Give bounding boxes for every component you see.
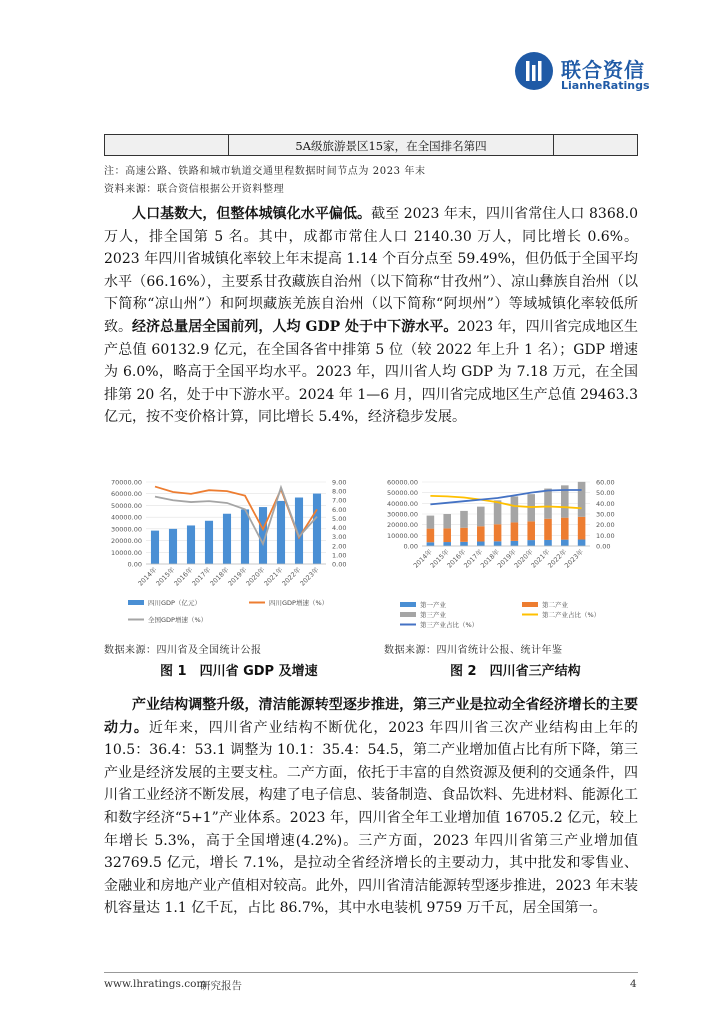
paragraph-economy-text: 2023 年，四川省完成地区生产总值 60132.9 亿元，在全国各省中排第 5 位（较 2022 年上升 1 名）；GDP 增速为 6.0%，略高于全国平均水平。2023 年，四川省人均 GDP 为 7.18 万元，在全国排第 20 名，处于中下游水平。2024 年 1—6 月，四川省完成地区生产总值 29463.3 亿元，按不变价格计算，同比增长 5.4%，经济稳步发展。 — [104, 319, 638, 426]
logo-en-text: LianheRatings — [561, 79, 650, 92]
bar-tertiary — [427, 516, 435, 529]
table-note: 注：高速公路、铁路和城市轨道交通里程数据时间节点为 2023 年末 — [104, 166, 426, 177]
line-sichuan-growth — [155, 487, 317, 538]
x-tick-label: 2022年 — [280, 565, 303, 588]
legend-swatch-primary — [400, 602, 416, 607]
y2-tick-label: 0.00 — [596, 542, 611, 551]
y2-tick-label: 5.00 — [332, 514, 347, 523]
legend-label-primary: 第一产业 — [420, 601, 446, 609]
bar-primary — [427, 542, 435, 546]
legend-swatch-secondary — [522, 602, 538, 607]
footer-divider — [104, 972, 638, 973]
table-fragment — [104, 134, 638, 156]
y2-tick-label: 2.00 — [332, 542, 347, 551]
table-cell-right — [553, 135, 637, 155]
bar-primary — [578, 540, 586, 546]
page-number: 4 — [630, 978, 637, 990]
y2-tick-label: 7.00 — [332, 496, 347, 505]
industry-structure-chart — [374, 472, 638, 632]
bar-primary — [460, 542, 468, 546]
legend-label-secondary: 第二产业 — [542, 601, 568, 609]
y-tick-label: 10000.00 — [386, 531, 418, 540]
legend-swatch-tertiary — [400, 612, 416, 617]
paragraph-population-text: 截至 2023 年末，四川省常住人口 8368.0 万人，排全国第 5 名。其中，成都市常住人口 2140.30 万人，同比增长 0.6%。2023 年四川省城镇化率较上年末提高 1.14 个百分点至 59.49%，但仍低于全国平均水平（66.16%），主要系甘孜藏族自治州（以下简称“甘孜州”）、凉山彝族自治州（以下简称“凉山州”）和阿坝藏族羌族自治州（以下简称“阿坝州”）等域城镇化率较低所致。 — [104, 206, 638, 335]
x-tick-label: 2021年 — [529, 547, 552, 570]
y-tick-label: 20000.00 — [110, 537, 142, 546]
x-tick-label: 2017年 — [462, 547, 485, 570]
bar-sichuan-gdp — [169, 529, 177, 564]
bar-secondary — [544, 519, 552, 540]
x-tick-label: 2019年 — [226, 565, 249, 588]
x-tick-label: 2021年 — [262, 565, 285, 588]
legend-label-tertiary-share: 第三产业占比（%） — [420, 621, 479, 629]
paragraph-economy-heading: 经济总量居全国前列，人均 GDP 处于中下游水平。 — [132, 319, 458, 335]
y-tick-label: 60000.00 — [110, 490, 142, 499]
gdp-growth-chart — [104, 472, 366, 632]
y2-tick-label: 10.00 — [596, 531, 615, 540]
figure2-caption: 图 2 四川省三产结构 — [450, 664, 581, 679]
bar-primary — [544, 540, 552, 546]
y2-tick-label: 40.00 — [596, 499, 615, 508]
x-tick-label: 2023年 — [298, 565, 321, 588]
paragraph-industry-text: 近年来，四川省产业结构不断优化，2023 年四川省三次产业结构由上年的 10.5：36.4：53.1 调整为 10.1：35.4：54.5，第二产业增加值占比有所下降，第三产业是经济发展的主要支柱。二产方面，依托于丰富的自然资源及便利的交通条件，四川省工业经济不断发展，构建了电子信息、装备制造、食品饮料、先进材料、能源化工和数字经济“5+1”产业体系。2023 年，四川省全年工业增加值 16705.2 亿元，较上年增长 5.3%，高于全国增速(4.2%)。三产方面，2023 年四川省第三产业增加值 32769.5 亿元，增长 7.1%，是拉动全省经济增长的主要动力，其中批发和零售业、金融业和房地产业产值相对较高。此外，四川省清洁能源转型逐步推进，2023 年末装机容量达 1.1 亿千瓦，占比 86.7%，其中水电装机 9759 万千瓦，居全国第一。 — [104, 719, 639, 917]
bar-sichuan-gdp — [187, 525, 195, 564]
x-tick-label: 2015年 — [154, 565, 177, 588]
bar-primary — [561, 540, 569, 546]
legend-label-sichuan-growth: 四川GDP增速（%） — [269, 599, 329, 607]
bar-primary — [443, 542, 451, 546]
y-tick-label: 50000.00 — [110, 501, 142, 510]
x-tick-label: 2016年 — [445, 547, 468, 570]
x-tick-label: 2018年 — [208, 565, 231, 588]
bar-tertiary — [578, 482, 586, 517]
legend-label-sichuan-gdp: 四川GDP（亿元） — [148, 599, 201, 607]
bar-sichuan-gdp — [151, 531, 159, 564]
y-tick-label: 0.00 — [403, 542, 418, 551]
bar-sichuan-gdp — [313, 494, 321, 564]
bar-tertiary — [477, 507, 485, 527]
y-tick-label: 30000.00 — [110, 525, 142, 534]
bar-primary — [527, 540, 535, 546]
bar-secondary — [494, 524, 502, 541]
paragraph-industry — [104, 694, 638, 920]
table-row-text: 5A级旅游景区15家，在全国排名第四 — [295, 139, 487, 153]
y2-tick-label: 6.00 — [332, 505, 347, 514]
bar-sichuan-gdp — [223, 514, 231, 564]
logo-mark-icon — [515, 52, 553, 90]
y2-tick-label: 9.00 — [332, 478, 347, 487]
y2-tick-label: 8.00 — [332, 487, 347, 496]
legend-swatch-sichuan-gdp — [128, 600, 144, 605]
bar-secondary — [578, 517, 586, 540]
lianhe-logo — [515, 52, 650, 96]
bar-secondary — [427, 529, 435, 543]
x-tick-label: 2022年 — [546, 547, 569, 570]
bar-tertiary — [443, 514, 451, 528]
bar-tertiary — [544, 489, 552, 519]
table-cell-left — [105, 135, 229, 155]
x-tick-label: 2020年 — [512, 547, 535, 570]
bar-secondary — [443, 528, 451, 542]
footer-site: www.lhratings.com — [104, 978, 207, 990]
figure2-source: 数据来源：四川省统计公报、统计年鉴 — [384, 645, 563, 656]
figure1-source: 数据来源：四川省及全国统计公报 — [104, 645, 262, 656]
table-source: 资料来源：联合资信根据公开资料整理 — [104, 184, 285, 195]
bar-tertiary — [460, 511, 468, 528]
paragraph-economy — [104, 316, 638, 429]
bar-secondary — [511, 522, 519, 540]
y2-tick-label: 4.00 — [332, 524, 347, 533]
y-tick-label: 70000.00 — [110, 478, 142, 487]
y2-tick-label: 20.00 — [596, 521, 615, 530]
y-tick-label: 20000.00 — [386, 521, 418, 530]
paragraph-industry-heading: 产业结构调整升级，清洁能源转型逐步推进，第三产业是拉动全省经济增长的主要动力。 — [104, 697, 638, 736]
bar-tertiary — [511, 496, 519, 522]
y-tick-label: 60000.00 — [386, 478, 418, 487]
y-tick-label: 40000.00 — [386, 499, 418, 508]
x-tick-label: 2015年 — [428, 547, 451, 570]
legend-label-national-growth: 全国GDP增速（%） — [148, 616, 208, 624]
bar-secondary — [460, 528, 468, 542]
y-tick-label: 30000.00 — [386, 510, 418, 519]
bar-tertiary — [494, 500, 502, 524]
legend-label-secondary-share: 第二产业占比（%） — [542, 611, 601, 619]
y2-tick-label: 0.00 — [332, 560, 347, 569]
bar-secondary — [527, 521, 535, 540]
bar-sichuan-gdp — [277, 501, 285, 564]
paragraph-population-heading: 人口基数大，但整体城镇化水平偏低。 — [132, 206, 372, 222]
x-tick-label: 2014年 — [136, 565, 159, 588]
line-national-growth — [155, 487, 317, 543]
y2-tick-label: 60.00 — [596, 478, 615, 487]
y-tick-label: 40000.00 — [110, 513, 142, 522]
bar-primary — [494, 541, 502, 546]
bar-secondary — [561, 518, 569, 540]
y-tick-label: 0.00 — [127, 560, 142, 569]
logo-cn-text: 联合资信 — [561, 58, 645, 82]
y2-tick-label: 3.00 — [332, 533, 347, 542]
bar-primary — [477, 542, 485, 546]
x-tick-label: 2017年 — [190, 565, 213, 588]
y2-tick-label: 50.00 — [596, 489, 615, 498]
y-tick-label: 50000.00 — [386, 489, 418, 498]
bar-sichuan-gdp — [241, 509, 249, 564]
legend-label-tertiary: 第三产业 — [420, 611, 446, 619]
x-tick-label: 2019年 — [495, 547, 518, 570]
x-tick-label: 2018年 — [479, 547, 502, 570]
x-tick-label: 2020年 — [244, 565, 267, 588]
x-tick-label: 2016年 — [172, 565, 195, 588]
y-tick-label: 10000.00 — [110, 548, 142, 557]
y2-tick-label: 30.00 — [596, 510, 615, 519]
x-tick-label: 2023年 — [563, 547, 586, 570]
bar-secondary — [477, 526, 485, 541]
footer-label: 研究报告 — [200, 980, 242, 992]
x-tick-label: 2014年 — [411, 547, 434, 570]
bar-primary — [511, 541, 519, 546]
figure1-caption: 图 1 四川省 GDP 及增速 — [160, 664, 318, 679]
bar-sichuan-gdp — [205, 521, 213, 564]
y2-tick-label: 1.00 — [332, 551, 347, 560]
